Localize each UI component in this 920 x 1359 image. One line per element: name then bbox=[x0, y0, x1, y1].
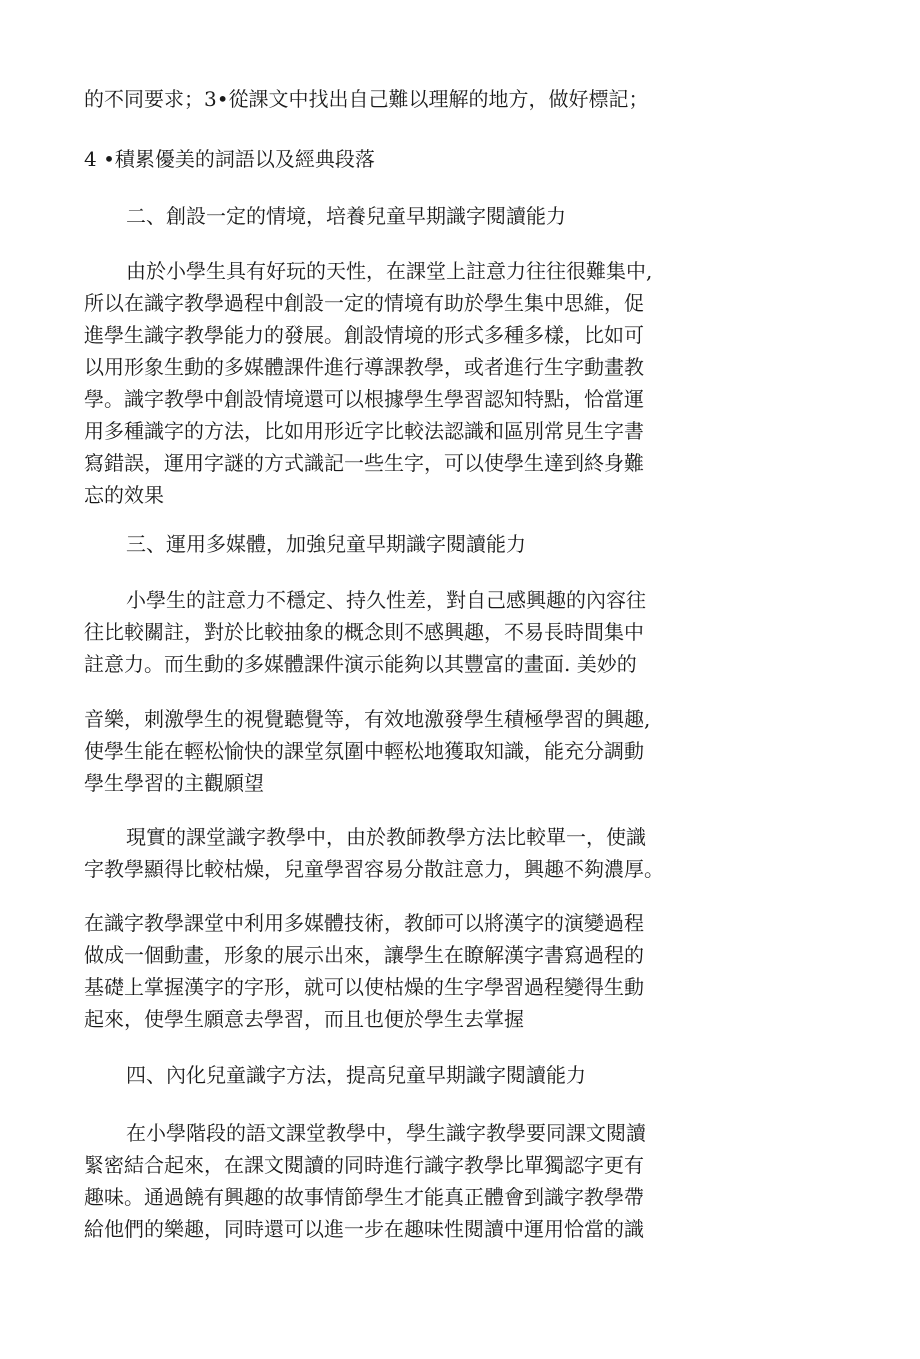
text-line: 做成一個動畫，形象的展示出來，讓學生在瞭解漢字書寫過程的 bbox=[84, 943, 644, 967]
text-line: 所以在識字教學過程中創設一定的情境有助於學生集中思維，促 bbox=[84, 291, 644, 315]
text-line: 在識字教學課堂中利用多媒體技術，教師可以將漢字的演變過程 bbox=[84, 911, 644, 935]
section-4-paragraph-1 bbox=[84, 1117, 784, 1245]
section-3-paragraph-4 bbox=[84, 907, 784, 1035]
continuation-paragraph bbox=[84, 83, 784, 115]
text-line: 緊密結合起來，在課文閱讀的同時進行識字教學比單獨認字更有 bbox=[84, 1153, 644, 1177]
text-line: 在小學階段的語文課堂教學中，學生識字教學要同課文閱讀 bbox=[126, 1121, 646, 1145]
text-line: 音樂，刺激學生的視覺聽覺等，有效地激發學生積極學習的興趣, bbox=[84, 707, 651, 731]
text-line: 現實的課堂識字教學中，由於教師教學方法比較單一，使識 bbox=[126, 825, 646, 849]
text-line: 使學生能在輕松愉快的課堂氛圍中輕松地獲取知識，能充分調動 bbox=[84, 739, 644, 763]
text-line: 進學生識字教學能力的發展。創設情境的形式多種多樣，比如可 bbox=[84, 323, 644, 347]
text-line: 寫錯誤，運用字謎的方式識記一些生字，可以使學生達到終身難 bbox=[84, 451, 644, 475]
text-line: 基礎上掌握漢字的字形，就可以使枯燥的生字學習過程變得生動 bbox=[84, 975, 644, 999]
text-line: 以用形象生動的多媒體課件進行導課教學，或者進行生字動畫教 bbox=[84, 355, 644, 379]
text-line: 給他們的樂趣，同時還可以進一步在趣味性閱讀中運用恰當的識 bbox=[84, 1217, 644, 1241]
text-line: 4 •積累優美的詞語以及經典段落 bbox=[84, 147, 375, 171]
text-line: 由於小學生具有好玩的天性，在課堂上註意力往往很難集中, bbox=[126, 259, 653, 283]
text-line: 起來，使學生願意去學習，而且也便於學生去掌握 bbox=[84, 1007, 524, 1031]
text-line: 註意力。而生動的多媒體課件演示能夠以其豐富的畫面. 美妙的 bbox=[84, 652, 637, 676]
list-item-4 bbox=[84, 143, 784, 175]
text-line: 忘的效果 bbox=[84, 483, 164, 507]
text-line: 字教學顯得比較枯燥，兒童學習容易分散註意力，興趣不夠濃厚。 bbox=[84, 857, 664, 881]
text-line: 小學生的註意力不穩定、持久性差，對自己感興趣的內容往 bbox=[126, 588, 646, 612]
section-2-heading: 二、創設一定的情境，培養兒童早期識字閱讀能力 bbox=[126, 204, 566, 228]
section-2-paragraph-1 bbox=[84, 255, 784, 511]
text-line: 趣味。通過饒有興趣的故事情節學生才能真正體會到識字教學帶 bbox=[84, 1185, 644, 1209]
text-line: 的不同要求；3•從課文中找出自己難以理解的地方，做好標記； bbox=[84, 87, 649, 111]
section-3-heading: 三、運用多媒體，加強兒童早期識字閱讀能力 bbox=[126, 532, 526, 556]
section-3-paragraph-2 bbox=[84, 703, 784, 799]
text-line: 往比較關註，對於比較抽象的概念則不感興趣，不易長時間集中 bbox=[84, 620, 644, 644]
text-line: 用多種識字的方法，比如用形近字比較法認識和區別常見生字書 bbox=[84, 419, 644, 443]
section-3-paragraph-1 bbox=[84, 584, 784, 680]
text-line: 學生學習的主觀願望 bbox=[84, 771, 264, 795]
section-3-paragraph-3 bbox=[84, 821, 784, 885]
section-4-heading: 四、內化兒童識字方法，提高兒童早期識字閱讀能力 bbox=[126, 1063, 586, 1087]
text-line: 學。識字教學中創設情境還可以根據學生學習認知特點，恰當運 bbox=[84, 387, 644, 411]
